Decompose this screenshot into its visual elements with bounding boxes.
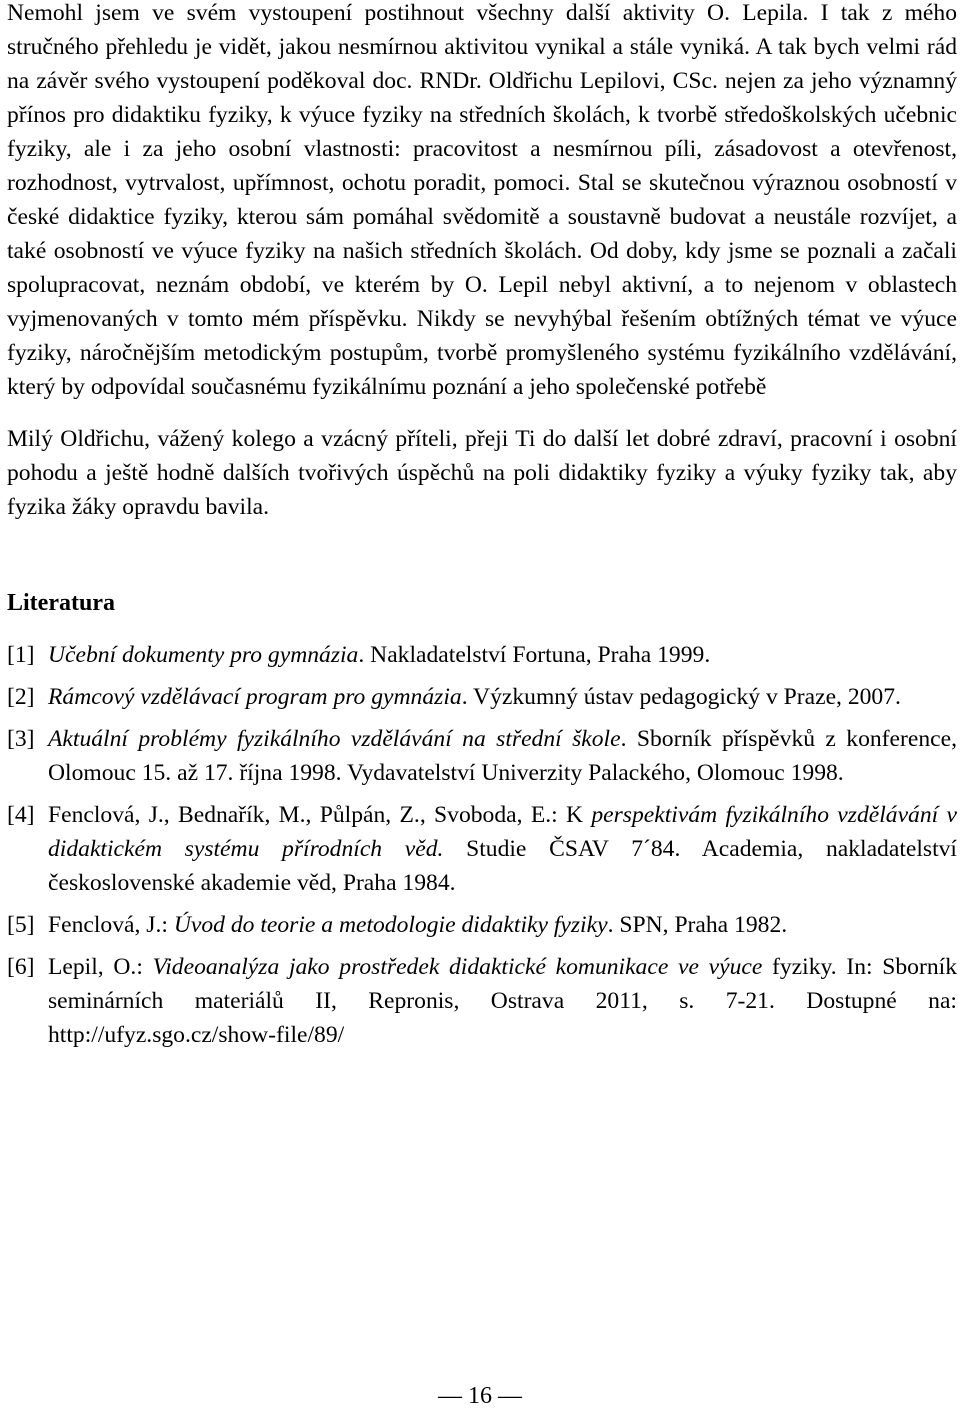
reference-number: [5] [7,912,35,938]
page-number-dash-left: — [438,1383,468,1409]
reference-item [7,722,957,790]
reference-item [7,680,957,714]
reference-number: [1] [7,642,35,668]
reference-details: . Sborník příspěvků z konference, Olomouc 15. až 17. října 1998. Vydavatelství Univerzity Palackého, Olomouc 1998. [48,726,957,786]
reference-authors: Fenclová, J., Bednařík, M., Půlpán, Z., Svoboda, E.: K [48,802,592,828]
reference-number: [3] [7,726,35,752]
literature-heading: Literatura [7,590,115,616]
reference-item [7,950,957,1052]
document-page [7,0,957,1060]
page-number-dash-right: — [492,1383,522,1409]
reference-number: [6] [7,954,35,980]
page-footer [0,1381,960,1411]
body-paragraph-2: Milý Oldřichu, vážený kolego a vzácný příteli, přeji Ti do další let dobré zdraví, pracovní i osobní pohodu a ještě hodně dalších tvořivých úspěchů na poli didaktiky fyziky a výuky fyziky tak, aby fyzika žáky opravdu bavila. [7,426,957,520]
reference-authors: Fenclová, J.: [48,912,174,938]
reference-title: Rámcový vzdělávací program pro gymnázia [48,684,462,710]
page-number: 16 [468,1383,492,1409]
reference-item [7,638,957,672]
reference-title: perspektivám fyzikálního vzdělávání v didaktickém systému přírodních věd. [48,802,957,862]
reference-number: [2] [7,684,35,710]
reference-details: . Výzkumný ústav pedagogický v Praze, 2007. [461,684,901,710]
reference-details: . Nakladatelství Fortuna, Praha 1999. [358,642,711,668]
reference-title: Úvod do teorie a metodologie didaktiky fyziky [173,912,608,938]
reference-title: Videoanalýza jako prostředek didaktické komunikace ve výuce [152,954,763,980]
reference-item [7,798,957,900]
reference-list [7,638,957,1052]
body-paragraph-1: Nemohl jsem ve svém vystoupení postihnout všechny další aktivity O. Lepila. I tak z mého stručného přehledu je vidět, jakou nesmírnou aktivitou vynikal a stále vyniká. A tak bych velmi rád na závěr svého vystoupení poděkoval doc. RNDr. Oldřichu Lepilovi, CSc. nejen za jeho významný přínos pro didaktiku fyziky, k výuce fyziky na středních školách, k tvorbě středoškolských učebnic fyziky, ale i za jeho osobní vlastnosti: pracovitost a nesmírnou píli, zásadovost a otevřenost, rozhodnost, vytrvalost, upřímnost, ochotu poradit, pomoci. Stal se skutečnou výraznou osobností v české didaktice fyziky, kterou sám pomáhal svědomitě a soustavně budovat a neustále rozvíjet, a také osobností ve výuce fyziky na našich středních školách. Od doby, kdy jsme se poznali a začali spolupracovat, neznám období, ve kterém by O. Lepil nebyl aktivní, a to nejenom v oblastech vyjmenovaných v tomto mém příspěvku. Nikdy se nevyhýbal řešením obtížných témat ve výuce fyziky, náročnějším metodickým postupům, tvorbě promyšleného systému fyzikálního vzdělávání, který by odpovídal současnému fyzikálnímu poznání a jeho společenské potřebě [7,0,957,400]
reference-title: Aktuální problémy fyzikálního vzdělávání na střední škole [48,726,621,752]
reference-item [7,908,957,942]
reference-details: fyziky. In: Sborník seminárních materiálů II, Repronis, Ostrava 2011, s. 7-21. Dostupné na: http://ufyz.sgo.cz/show-file/89/ [48,954,957,1048]
reference-details: Studie ČSAV 7´84. Academia, nakladatelství československé akademie věd, Praha 1984. [48,836,957,896]
reference-number: [4] [7,802,35,828]
reference-title: Učební dokumenty pro gymnázia [48,642,359,668]
reference-details: . SPN, Praha 1982. [607,912,788,938]
reference-authors: Lepil, O.: [48,954,153,980]
